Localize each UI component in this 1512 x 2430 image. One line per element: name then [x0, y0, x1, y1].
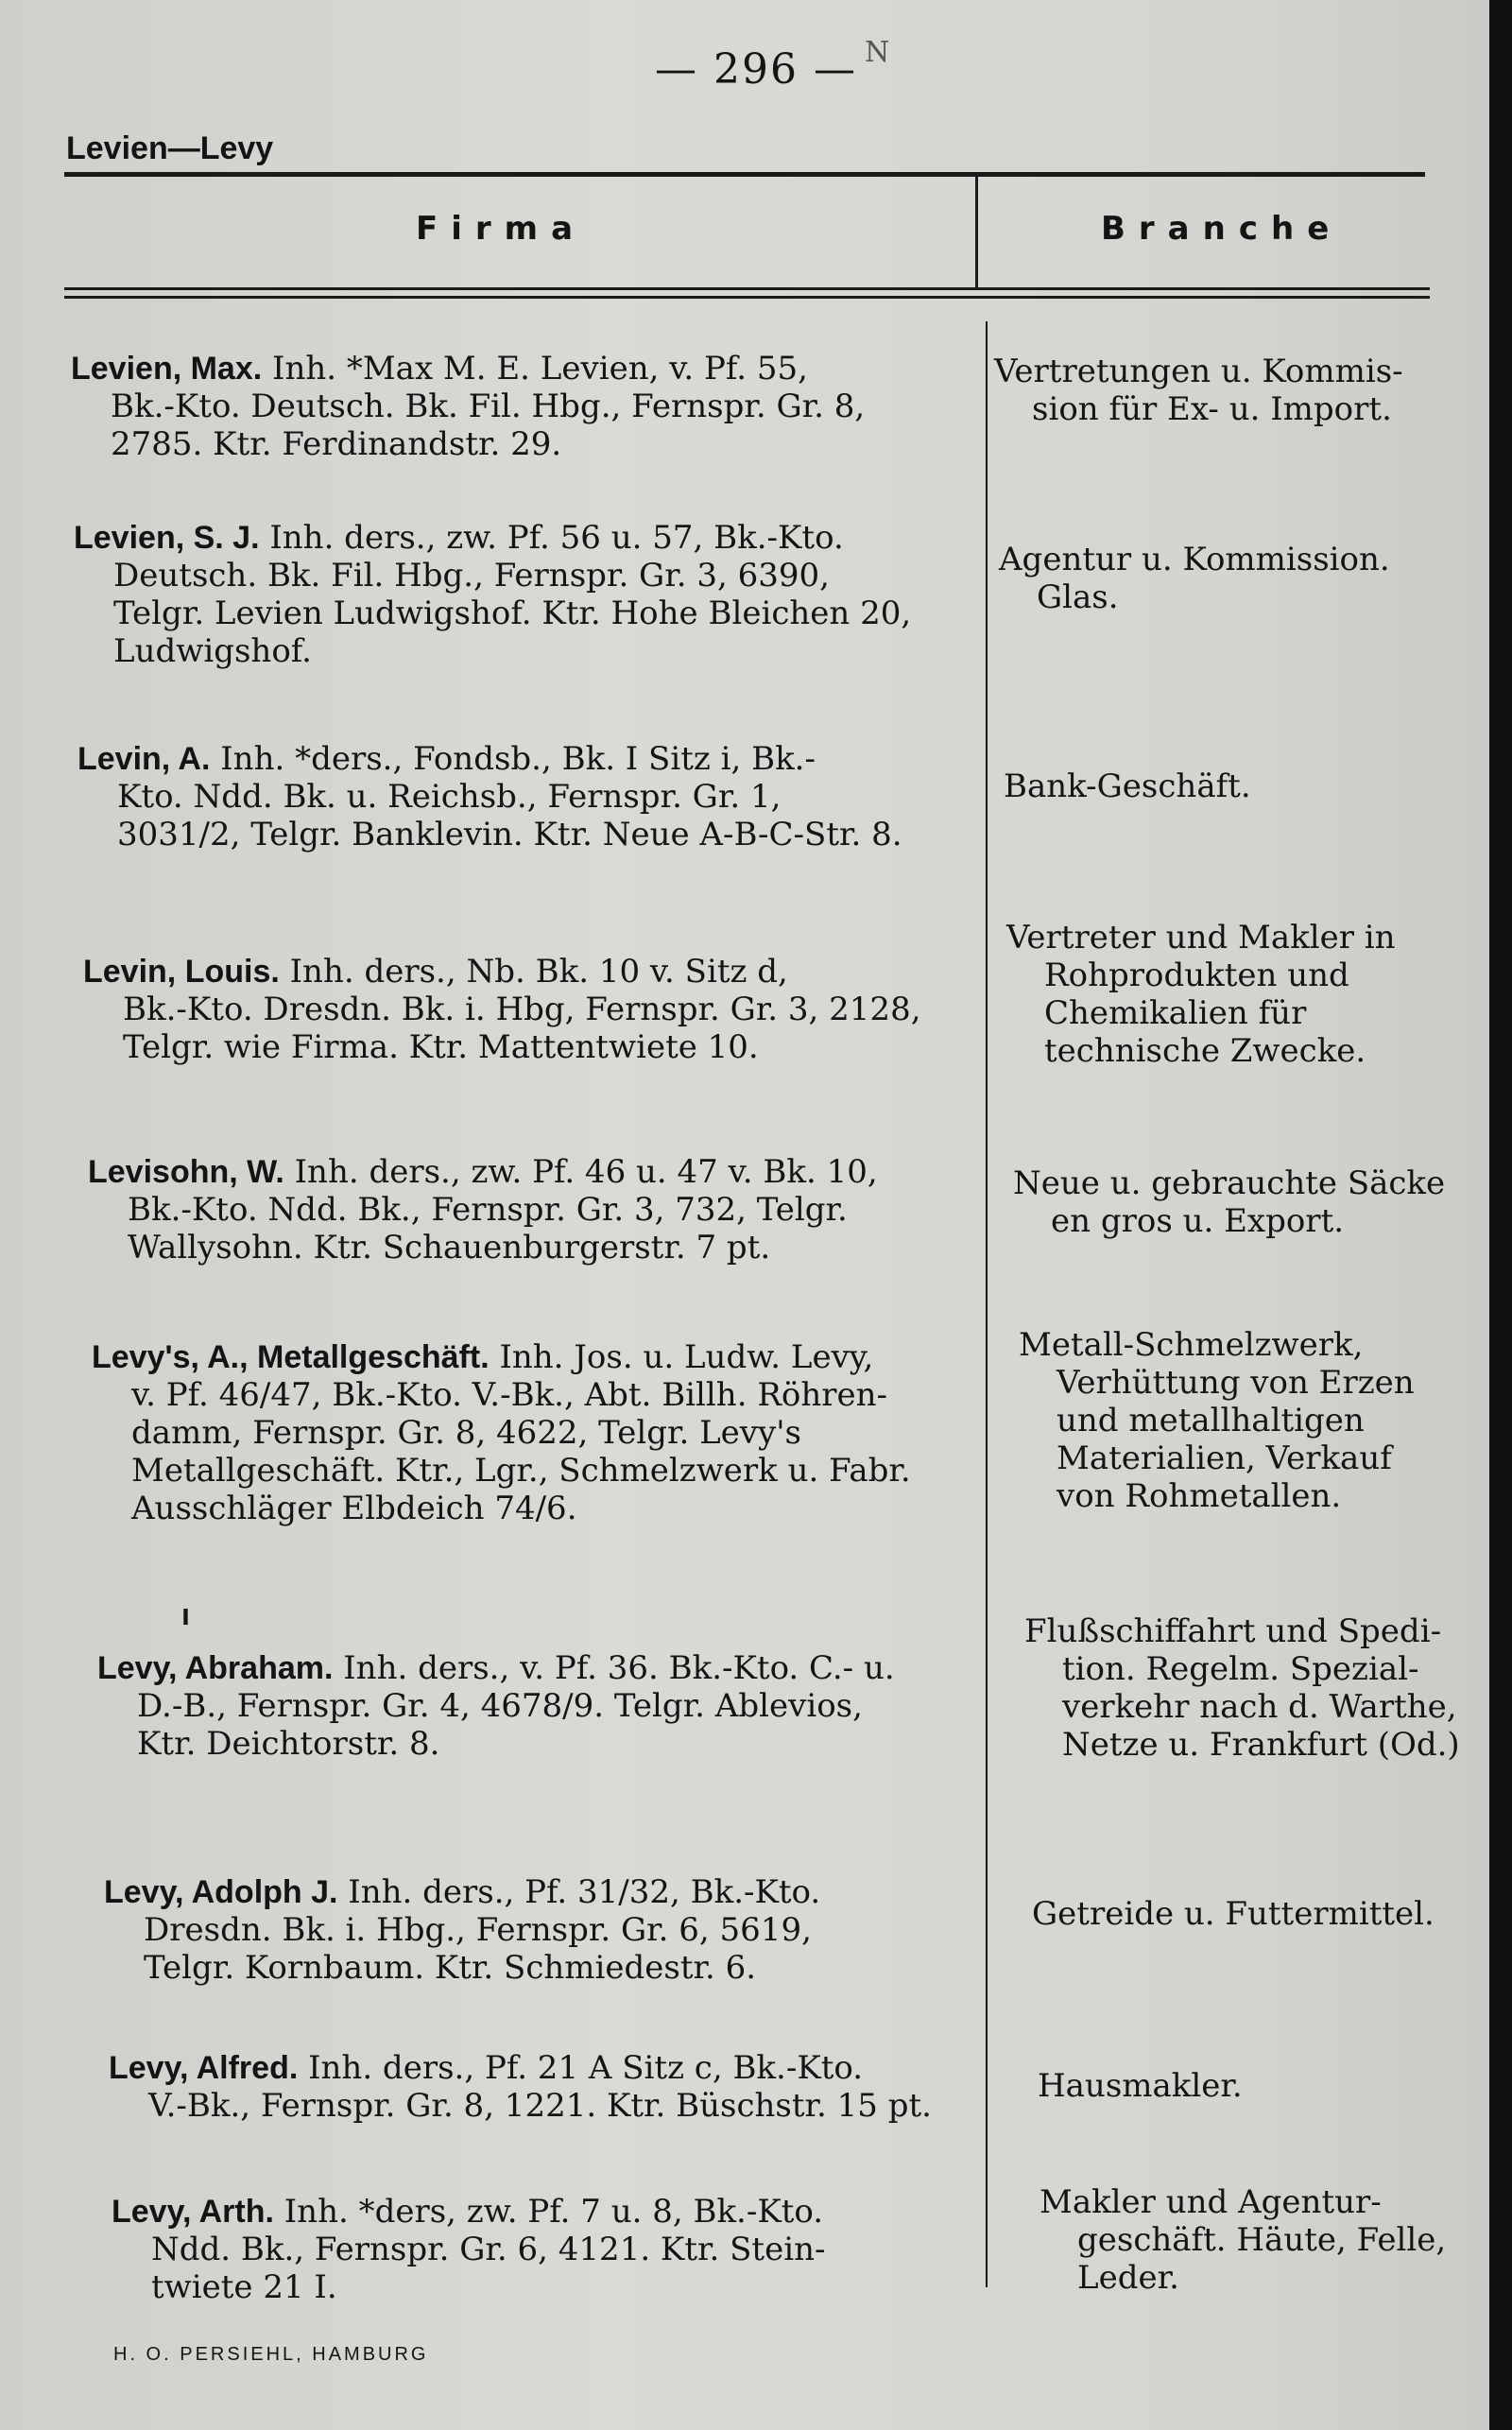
header-double-rule-2 [64, 296, 1430, 299]
entry-levy-arth [112, 2193, 1019, 2306]
entry-line: Inh. *ders, zw. Pf. 7 u. 8, Bk.-Kto. [284, 2193, 824, 2231]
entry-line: Inh. *ders., Fondsb., Bk. I Sitz i, Bk.- [220, 740, 816, 778]
column-head-branche: Branche [1101, 210, 1343, 248]
top-rule [64, 172, 1425, 177]
branche-levien-sj [999, 541, 1481, 616]
entry-levy-adolph [104, 1873, 1011, 1987]
branche-levy-abraham [1024, 1612, 1506, 1764]
entry-line: Ludwigshof. [113, 632, 312, 670]
branche-line: Leder. [1077, 2259, 1179, 2297]
firm-name: Levy, Alfred. [109, 2050, 299, 2086]
entry-line: Bk.-Kto. Dresdn. Bk. i. Hbg, Fernspr. Gr. 3, 2128, [123, 991, 921, 1028]
entry-line: Ausschläger Elbdeich 74/6. [131, 1490, 577, 1527]
firm-name: Levin, Louis. [83, 954, 280, 990]
branche-line: Metall-Schmelzwerk, [1019, 1326, 1364, 1364]
branche-line: en gros u. Export. [1051, 1202, 1345, 1240]
branche-line: tion. Regelm. Spezial- [1062, 1650, 1419, 1688]
entry-levin-louis [83, 953, 990, 1066]
branche-line: Chemikalien für [1044, 994, 1307, 1032]
branche-line: Materialien, Verkauf [1057, 1439, 1392, 1477]
branche-levin-louis [1006, 919, 1488, 1070]
header-double-rule-1 [64, 287, 1430, 290]
firm-name: Levin, A. [77, 741, 211, 777]
entry-line: D.-B., Fernspr. Gr. 4, 4678/9. Telgr. Ablevios, [137, 1687, 863, 1725]
entry-line: v. Pf. 46/47, Bk.-Kto. V.-Bk., Abt. Billh. Röhren- [131, 1376, 888, 1414]
branche-line: verkehr nach d. Warthe, [1062, 1688, 1457, 1726]
column-head-firma: Firma [416, 210, 587, 248]
entry-line: Inh. ders., Pf. 31/32, Bk.-Kto. [348, 1873, 821, 1911]
entry-line: 3031/2, Telgr. Banklevin. Ktr. Neue A-B-C-Str. 8. [117, 816, 902, 853]
firm-name: Levisohn, W. [88, 1154, 284, 1190]
branche-line: und metallhaltigen [1057, 1402, 1365, 1439]
branche-line: Makler und Agentur- [1040, 2183, 1382, 2221]
branche-line: Getreide u. Futtermittel. [1032, 1895, 1435, 1933]
entry-line: Telgr. wie Firma. Ktr. Mattentwiete 10. [123, 1028, 759, 1066]
entry-line: 2785. Ktr. Ferdinandstr. 29. [111, 425, 562, 463]
entry-line: Telgr. Kornbaum. Ktr. Schmiedestr. 6. [144, 1949, 757, 1987]
entry-line: Telgr. Levien Ludwigshof. Ktr. Hohe Bleichen 20, [113, 595, 912, 632]
entry-levin-a [77, 740, 985, 853]
entry-line: Bk.-Kto. Deutsch. Bk. Fil. Hbg., Fernspr. Gr. 8, [111, 388, 866, 425]
firm-name: Levy's, A., Metallgeschäft. [92, 1339, 490, 1375]
firm-name: Levy, Arth. [112, 2194, 274, 2230]
branche-line: von Rohmetallen. [1057, 1477, 1342, 1515]
printer-imprint: H. O. PERSIEHL, HAMBURG [113, 2344, 429, 2365]
entry-levien-sj [74, 519, 981, 670]
branche-line: Neue u. gebrauchte Säcke [1013, 1164, 1446, 1202]
entry-line: Wallysohn. Ktr. Schauenburgerstr. 7 pt. [128, 1229, 771, 1267]
branche-line: Verhüttung von Erzen [1057, 1364, 1415, 1402]
column-divider-header [975, 176, 978, 287]
branche-levisohn-w [1013, 1164, 1495, 1240]
entry-line: Inh. Jos. u. Ludw. Levy, [499, 1338, 874, 1376]
entry-levisohn-w [88, 1153, 995, 1267]
entry-line: Inh. ders., v. Pf. 36. Bk.-Kto. C.- u. [343, 1649, 895, 1687]
branche-line: Agentur u. Kommission. [999, 541, 1390, 578]
branche-line: technische Zwecke. [1044, 1032, 1366, 1070]
branche-levy-arth [1040, 2183, 1512, 2297]
branche-line: Rohprodukten und [1044, 956, 1349, 994]
entry-line: twiete 21 I. [151, 2268, 337, 2306]
entry-levys-metallgeschaeft [92, 1338, 999, 1527]
entry-line: Inh. ders., zw. Pf. 56 u. 57, Bk.-Kto. [269, 519, 844, 557]
entry-line: Dresdn. Bk. i. Hbg., Fernspr. Gr. 6, 5619, [144, 1911, 812, 1949]
branche-line: Vertretungen u. Kommis- [994, 353, 1403, 390]
stray-mark: ı [181, 1597, 190, 1631]
entry-line: Deutsch. Bk. Fil. Hbg., Fernspr. Gr. 3, 6390, [113, 557, 830, 595]
firm-name: Levien, Max. [71, 351, 263, 387]
running-head: Levien—Levy [66, 130, 274, 166]
margin-mark: N [865, 36, 890, 69]
page-number: — 296 — [655, 45, 857, 94]
entry-levy-alfred [109, 2049, 1016, 2125]
branche-line: Hausmakler. [1038, 2067, 1243, 2105]
branche-levy-alfred [1038, 2067, 1512, 2105]
column-divider-body [986, 321, 988, 2287]
branche-line: sion für Ex- u. Import. [1032, 390, 1392, 428]
entry-line: damm, Fernspr. Gr. 8, 4622, Telgr. Levy's [131, 1414, 802, 1452]
entry-levien-max [71, 350, 978, 463]
branche-levien-max [994, 353, 1476, 428]
firm-name: Levy, Abraham. [97, 1650, 334, 1686]
branche-line: Bank-Geschäft. [1004, 767, 1251, 805]
branche-levin-a [1004, 767, 1486, 805]
branche-levys-metallgeschaeft [1019, 1326, 1501, 1515]
branche-line: Netze u. Frankfurt (Od.) [1062, 1726, 1460, 1764]
entry-line: Inh. ders., Pf. 21 A Sitz c, Bk.-Kto. [308, 2049, 864, 2087]
entry-line: Inh. ders., zw. Pf. 46 u. 47 v. Bk. 10, [294, 1153, 878, 1191]
firm-name: Levy, Adolph J. [104, 1874, 338, 1910]
entry-line: Kto. Ndd. Bk. u. Reichsb., Fernspr. Gr. 1, [117, 778, 782, 816]
entry-line: Ndd. Bk., Fernspr. Gr. 6, 4121. Ktr. Stein- [151, 2231, 826, 2268]
branche-levy-adolph [1032, 1895, 1512, 1933]
branche-line: Vertreter und Makler in [1006, 919, 1396, 956]
branche-line: Flußschiffahrt und Spedi- [1024, 1612, 1442, 1650]
entry-line: Inh. *Max M. E. Levien, v. Pf. 55, [272, 350, 808, 388]
branche-line: geschäft. Häute, Felle, [1077, 2221, 1447, 2259]
entry-line: Bk.-Kto. Ndd. Bk., Fernspr. Gr. 3, 732, Telgr. [128, 1191, 848, 1229]
branche-line: Glas. [1037, 578, 1119, 616]
firm-name: Levien, S. J. [74, 520, 260, 556]
entry-line: Ktr. Deichtorstr. 8. [137, 1725, 440, 1763]
entry-line: Metallgeschäft. Ktr., Lgr., Schmelzwerk u. Fabr. [131, 1452, 911, 1490]
entry-levy-abraham [97, 1649, 1005, 1763]
entry-line: Inh. ders., Nb. Bk. 10 v. Sitz d, [289, 953, 788, 991]
entry-line: V.-Bk., Fernspr. Gr. 8, 1221. Ktr. Büschstr. 15 pt. [148, 2087, 932, 2125]
